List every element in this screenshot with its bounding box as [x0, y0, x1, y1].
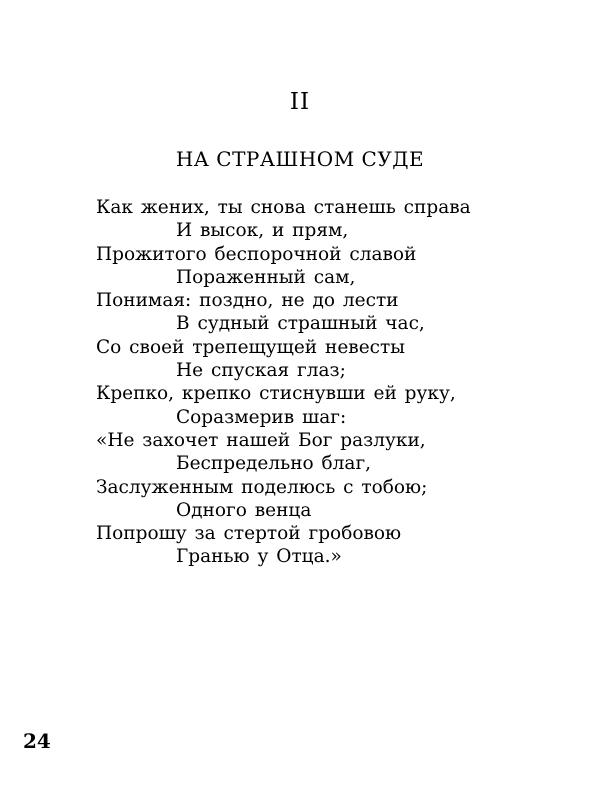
section-number: II: [289, 89, 311, 115]
poem-line: Попрошу за стертой гробовою: [96, 523, 402, 545]
poem-line: Одного венца: [176, 499, 312, 521]
poem-line: «Не захочет нашей Бог разлуки,: [96, 429, 426, 451]
poem-line: Крепко, крепко стиснувши ей руку,: [96, 383, 456, 405]
poem-body: [96, 196, 556, 569]
poem-line: Соразмерив шаг:: [176, 406, 347, 428]
poem-title: НА СТРАШНОМ СУДЕ: [175, 147, 425, 171]
poem-line: Гранью у Отца.»: [176, 546, 342, 568]
poem-line: В судный страшный час,: [176, 313, 425, 335]
page-number: 24: [23, 729, 51, 753]
poem-line: Пораженный сам,: [176, 266, 356, 288]
poem-line: Понимая: поздно, не до лести: [96, 290, 399, 312]
poem-line: Прожитого беспорочной славой: [96, 243, 417, 265]
poem-line: Как жених, ты снова станешь справа: [96, 197, 471, 218]
poem-line: Заслуженным поделюсь с тобою;: [96, 476, 428, 498]
poem-line: И высок, и прям,: [176, 220, 349, 242]
poem-line: Беспредельно благ,: [176, 453, 372, 475]
poem-line: Со своей трепещущей невесты: [96, 336, 405, 358]
poem-line: Не спуская глаз;: [176, 360, 346, 382]
